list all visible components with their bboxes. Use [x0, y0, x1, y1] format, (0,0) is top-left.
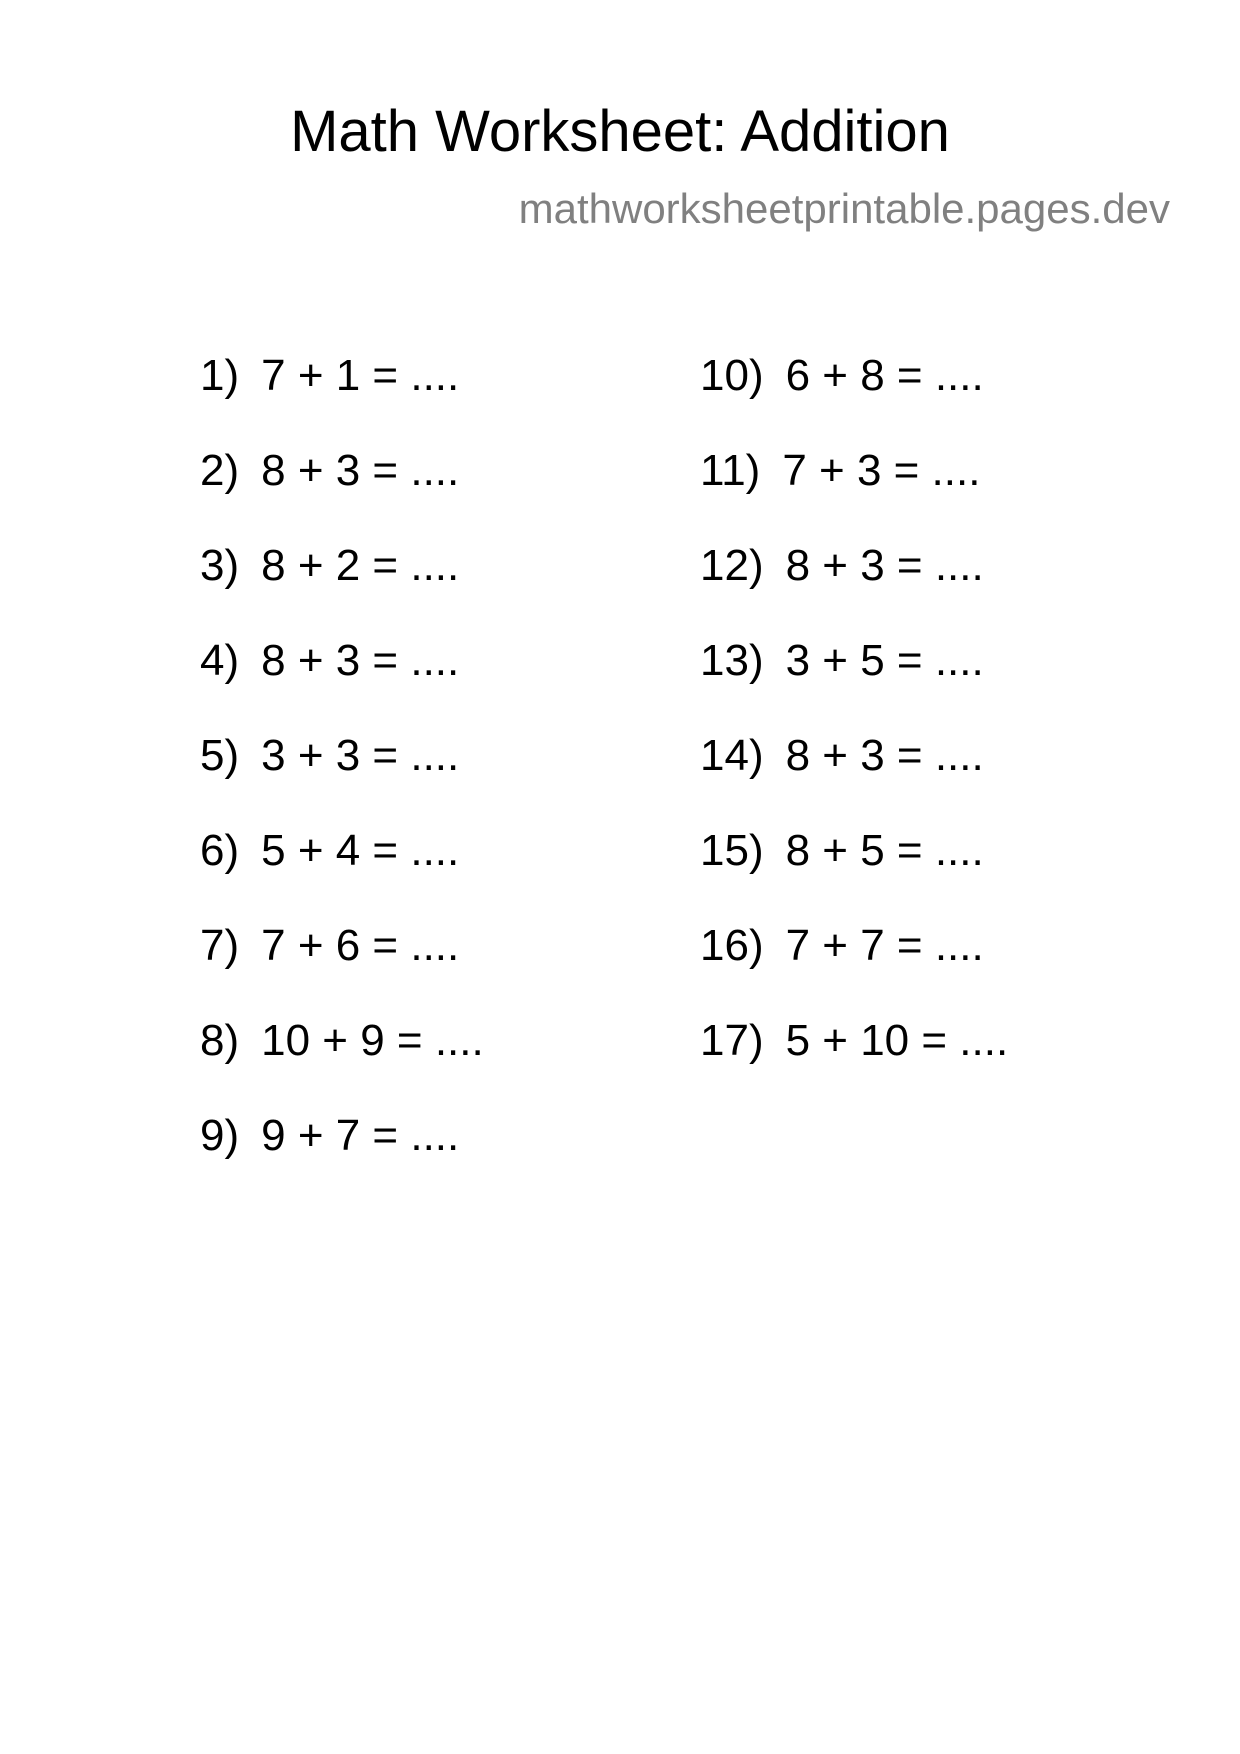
- worksheet-title: Math Worksheet: Addition: [290, 99, 950, 164]
- problems-column-left: [200, 350, 484, 1205]
- problem-number: 12): [700, 541, 764, 590]
- problem-item: [700, 730, 1008, 825]
- problem-number: 16): [700, 921, 764, 970]
- problem-number: 2): [200, 446, 240, 495]
- problem-number: 5): [200, 731, 240, 780]
- problem-item: [200, 825, 484, 920]
- problem-item: [700, 540, 1008, 635]
- problem-item: [700, 635, 1008, 730]
- problem-number: 10): [700, 351, 764, 400]
- problem-expression: 8 + 5 = ....: [785, 826, 984, 875]
- problem-expression: 6 + 8 = ....: [785, 351, 984, 400]
- problem-number: 11): [700, 446, 761, 495]
- problem-expression: 8 + 3 = ....: [261, 446, 460, 495]
- problem-item: [200, 540, 484, 635]
- problem-number: 1): [200, 351, 240, 400]
- problem-expression: 7 + 7 = ....: [785, 921, 984, 970]
- problem-number: 9): [200, 1111, 240, 1160]
- problem-item: [200, 1015, 484, 1110]
- problem-item: [200, 920, 484, 1015]
- problem-expression: 10 + 9 = ....: [261, 1016, 484, 1065]
- problem-number: 14): [700, 731, 764, 780]
- problem-item: [700, 1015, 1008, 1110]
- problem-expression: 8 + 3 = ....: [261, 636, 460, 685]
- problem-number: 17): [700, 1016, 764, 1065]
- problem-expression: 8 + 3 = ....: [785, 731, 984, 780]
- problem-item: [200, 1110, 484, 1205]
- problem-number: 3): [200, 541, 240, 590]
- problem-item: [200, 350, 484, 445]
- problem-expression: 3 + 5 = ....: [785, 636, 984, 685]
- problem-item: [700, 920, 1008, 1015]
- problem-expression: 8 + 3 = ....: [785, 541, 984, 590]
- problem-item: [700, 445, 1008, 540]
- problem-item: [700, 350, 1008, 445]
- problem-number: 7): [200, 921, 240, 970]
- problem-expression: 7 + 1 = ....: [261, 351, 460, 400]
- problem-item: [200, 445, 484, 540]
- worksheet-source-url: mathworksheetprintable.pages.dev: [518, 185, 1170, 232]
- problem-expression: 7 + 6 = ....: [261, 921, 460, 970]
- problem-number: 6): [200, 826, 240, 875]
- problems-column-right: [700, 350, 1008, 1110]
- problem-number: 8): [200, 1016, 240, 1065]
- problem-number: 15): [700, 826, 764, 875]
- problem-item: [200, 730, 484, 825]
- problem-expression: 3 + 3 = ....: [261, 731, 460, 780]
- problem-expression: 5 + 4 = ....: [261, 826, 460, 875]
- problem-item: [200, 635, 484, 730]
- problem-number: 13): [700, 636, 764, 685]
- problem-expression: 8 + 2 = ....: [261, 541, 460, 590]
- problem-expression: 7 + 3 = ....: [782, 446, 981, 495]
- problem-expression: 5 + 10 = ....: [785, 1016, 1009, 1065]
- problem-item: [700, 825, 1008, 920]
- problem-number: 4): [200, 636, 240, 685]
- problem-expression: 9 + 7 = ....: [261, 1111, 460, 1160]
